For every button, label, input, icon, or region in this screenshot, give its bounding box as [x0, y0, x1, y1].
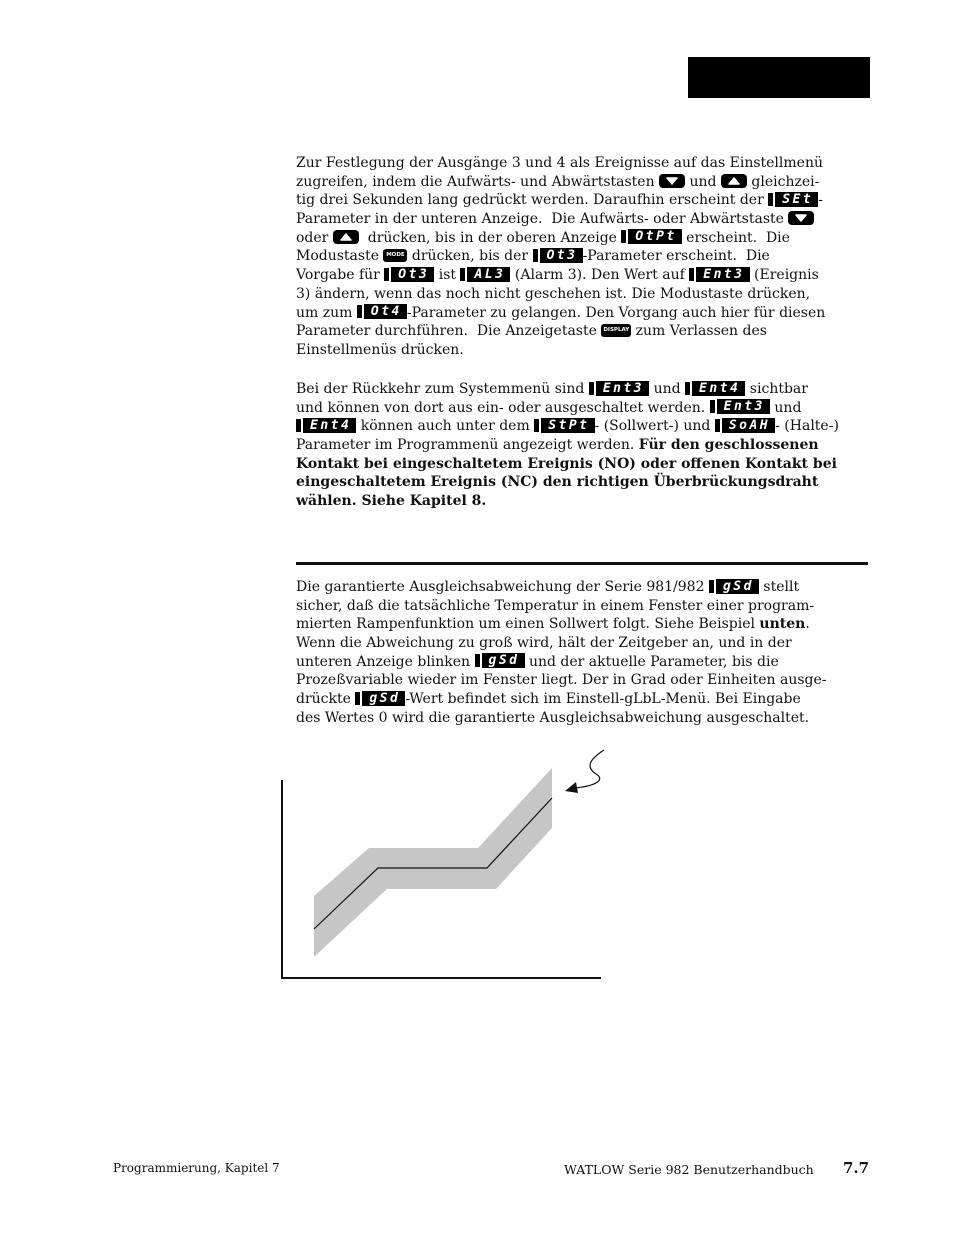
text-line — [296, 492, 868, 511]
text-run: -Parameter erscheint. Die — [582, 248, 770, 265]
text-line-content — [296, 154, 823, 173]
text-line-content — [296, 229, 790, 248]
text-run: - (Halte-) — [775, 418, 839, 435]
lcd-ent3-display-icon — [689, 267, 749, 282]
text-run: Bei der Rückkehr zum Systemmenü sind — [296, 381, 589, 397]
text-run: des Wertes 0 wird die garantierte Ausgleichsabweichung ausgeschaltet. — [296, 709, 810, 726]
text-line — [296, 615, 868, 634]
key-label: DISPLAY — [603, 326, 630, 333]
callout-arrow — [575, 750, 604, 788]
text-line — [296, 671, 868, 690]
text-line-content — [296, 173, 819, 192]
lcd-readout: gSd — [716, 579, 759, 594]
lcd-al3-display-icon — [460, 267, 510, 282]
text-line-content — [296, 671, 827, 690]
section-divider — [296, 562, 868, 565]
up-arrow-glyph — [333, 230, 359, 244]
text-line-content — [296, 709, 809, 728]
text-run: und — [685, 173, 721, 190]
text-line — [296, 634, 868, 653]
callout-arrowhead — [565, 782, 578, 793]
down-arrow-key-icon — [788, 211, 814, 225]
text-line-content — [296, 436, 819, 455]
lcd-readout: Ent4 — [692, 381, 745, 396]
ramp-soak-deviation-diagram — [270, 740, 615, 990]
text-run: sicher, daß die tatsächliche Temperatur in einem Fenster einer program- — [296, 597, 815, 614]
text-run: Wenn die Abweichung zu groß wird, hält der Zeitgeber an, und in der — [296, 635, 792, 652]
text-line-content — [296, 380, 808, 399]
lcd-readout: Ot3 — [391, 267, 434, 282]
down-arrow-glyph — [788, 211, 814, 225]
text-line-content — [296, 634, 792, 653]
text-line-content — [296, 285, 810, 304]
text-run: ist — [434, 267, 461, 284]
text-run: sichtbar — [745, 381, 808, 397]
text-run: unteren Anzeige blinken — [296, 653, 475, 670]
text-line — [296, 380, 868, 399]
text-line — [296, 709, 868, 728]
text-run: drücken, bis der — [407, 248, 533, 265]
text-line — [296, 154, 868, 173]
text-run: zum Verlassen des — [631, 323, 767, 340]
down-arrow-glyph — [659, 174, 685, 188]
text-line-content — [296, 341, 464, 360]
text-line — [296, 229, 868, 248]
text-run: und der aktuelle Parameter, bis die — [524, 653, 779, 670]
text-line-content — [296, 399, 801, 418]
text-run: können auch unter dem — [356, 418, 535, 435]
text-line-content — [296, 304, 825, 323]
text-line-content — [296, 653, 779, 672]
text-run: und — [769, 399, 802, 416]
text-run: erscheint. Die — [681, 229, 790, 246]
event-outputs-section — [296, 154, 868, 360]
text-line — [296, 597, 868, 616]
text-line-content — [296, 455, 837, 474]
deviation-window-band — [314, 768, 552, 957]
lcd-set-display-icon — [768, 192, 818, 207]
text-run: und können von dort aus ein- oder ausgeschaltet werden. — [296, 399, 710, 416]
text-line-content — [296, 210, 814, 229]
lcd-ent4-display-icon — [296, 418, 356, 433]
text-run: (Ereignis — [749, 267, 819, 284]
text-line-content — [296, 266, 819, 285]
text-line — [296, 399, 868, 418]
text-line — [296, 455, 868, 474]
text-run: zugreifen, indem die Aufwärts- und Abwärtstasten — [296, 173, 660, 190]
text-run: Parameter durchführen. Die Anzeigetaste — [296, 323, 602, 340]
page-number: 7.7 — [843, 1159, 870, 1177]
text-run: Einstellmenüs drücken. — [296, 341, 464, 358]
bold-text-run: unten — [759, 616, 806, 633]
lcd-readout: gSd — [362, 691, 405, 706]
text-line-content — [296, 417, 839, 436]
system-menu-events-section — [296, 380, 868, 511]
bold-text-run: eingeschaltetem Ereignis (NC) den richtigen Überbrückungsdraht — [296, 474, 819, 491]
text-run: drücken, bis in der oberen Anzeige — [358, 229, 622, 246]
text-run: und — [649, 381, 686, 397]
lcd-readout: Ot3 — [540, 248, 583, 263]
lcd-readout: AL3 — [467, 267, 510, 282]
lcd-readout: Ot4 — [364, 304, 407, 319]
lcd-ot3-display-icon — [384, 267, 434, 282]
lcd-readout: SEt — [775, 192, 818, 207]
text-run: Parameter in der unteren Anzeige. Die Aufwärts- oder Abwärtstaste — [296, 211, 789, 228]
text-run: oder — [296, 229, 333, 246]
text-run: um zum — [296, 304, 357, 321]
lcd-ent3-display-icon — [710, 399, 770, 414]
text-line — [296, 417, 868, 436]
text-line — [296, 266, 868, 285]
text-run: Vorgabe für — [296, 267, 385, 284]
text-line — [296, 322, 868, 341]
lcd-readout: Ent3 — [717, 399, 770, 414]
up-arrow-key-icon — [333, 230, 359, 244]
lcd-ot3-display-icon — [533, 248, 583, 263]
text-run: Prozeßvariable wieder im Fenster liegt. Der in Grad oder Einheiten ausge- — [296, 672, 827, 689]
text-line-content — [296, 191, 823, 210]
text-run: Modustaste — [296, 248, 384, 265]
text-line-content — [296, 578, 799, 597]
text-line-content — [296, 247, 770, 266]
text-run: - — [818, 192, 823, 209]
lcd-readout: gSd — [482, 653, 525, 668]
text-run: mierten Rampenfunktion um einen Sollwert folgt. Siehe Beispiel — [296, 616, 760, 633]
text-run: Die garantierte Ausgleichsabweichung der Serie 981/982 — [296, 579, 709, 595]
lcd-readout: Ent3 — [596, 381, 649, 396]
up-arrow-key-icon — [721, 174, 747, 188]
text-line — [296, 247, 868, 266]
text-run: drückte — [296, 691, 356, 708]
text-run: - (Sollwert-) und — [594, 418, 715, 435]
text-line — [296, 191, 868, 210]
text-line — [296, 690, 868, 709]
chapter-tab-block — [688, 57, 870, 98]
text-line — [296, 173, 868, 192]
text-line — [296, 285, 868, 304]
text-line — [296, 210, 868, 229]
text-line — [296, 578, 868, 597]
lcd-readout: Ent4 — [303, 418, 356, 433]
text-line — [296, 473, 868, 492]
text-line — [296, 436, 868, 455]
text-run: . — [805, 616, 810, 633]
lcd-readout: Ent3 — [696, 267, 749, 282]
footer-manual-title: WATLOW Serie 982 Benutzerhandbuch — [564, 1162, 814, 1177]
text-line-content — [296, 473, 818, 492]
text-run: 3) ändern, wenn das noch nicht geschehen ist. Die Modustaste drücken, — [296, 285, 811, 302]
text-run: -Wert befindet sich im Einstell-gLbL-Menü. Bei Eingabe — [405, 691, 801, 708]
text-line-content — [296, 690, 801, 709]
text-run: Parameter im Programmenü angezeigt werden. — [296, 437, 639, 454]
lcd-readout: OtPt — [628, 229, 681, 244]
lcd-stpt-display-icon — [534, 418, 594, 433]
footer-chapter-label: Programmierung, Kapitel 7 — [113, 1161, 280, 1175]
lcd-otpt-display-icon — [621, 229, 681, 244]
lcd-ot4-display-icon — [357, 304, 407, 319]
bold-text-run: Kontakt bei eingeschaltetem Ereignis (NO) oder offenen Kontakt bei — [296, 455, 837, 472]
key-label: MODE — [386, 251, 405, 258]
lcd-soah-display-icon — [715, 418, 775, 433]
text-line — [296, 653, 868, 672]
bold-text-run: wählen. Siehe Kapitel 8. — [296, 493, 487, 510]
lcd-readout: SoAH — [722, 418, 775, 433]
text-line — [296, 341, 868, 360]
text-run: -Parameter zu gelangen. Den Vorgang auch hier für diesen — [406, 304, 826, 321]
lcd-gsd-display-icon — [475, 653, 525, 668]
lcd-ent4-display-icon — [685, 381, 745, 396]
text-run: tig drei Sekunden lang gedrückt werden. Daraufhin erscheint der — [296, 192, 769, 209]
lcd-ent3-display-icon — [589, 381, 649, 396]
lcd-readout: StPt — [541, 418, 594, 433]
text-run: stellt — [758, 579, 800, 595]
text-line-content — [296, 492, 486, 511]
mode-key-icon — [383, 249, 407, 262]
text-line-content — [296, 322, 767, 341]
text-run: Zur Festlegung der Ausgänge 3 und 4 als Ereignisse auf das Einstellmenü — [296, 155, 823, 171]
text-run: gleichzei- — [746, 173, 820, 190]
bold-text-run: Für den geschlossenen — [638, 437, 819, 454]
guaranteed-soak-deviation-section — [296, 578, 868, 728]
text-line — [296, 304, 868, 323]
text-line-content — [296, 615, 810, 634]
down-arrow-key-icon — [659, 174, 685, 188]
text-run: (Alarm 3). Den Wert auf — [510, 267, 690, 284]
text-line-content — [296, 597, 814, 616]
up-arrow-glyph — [721, 174, 747, 188]
lcd-gsd-display-icon — [709, 579, 759, 594]
lcd-gsd-display-icon — [355, 691, 405, 706]
display-key-icon — [601, 324, 631, 337]
